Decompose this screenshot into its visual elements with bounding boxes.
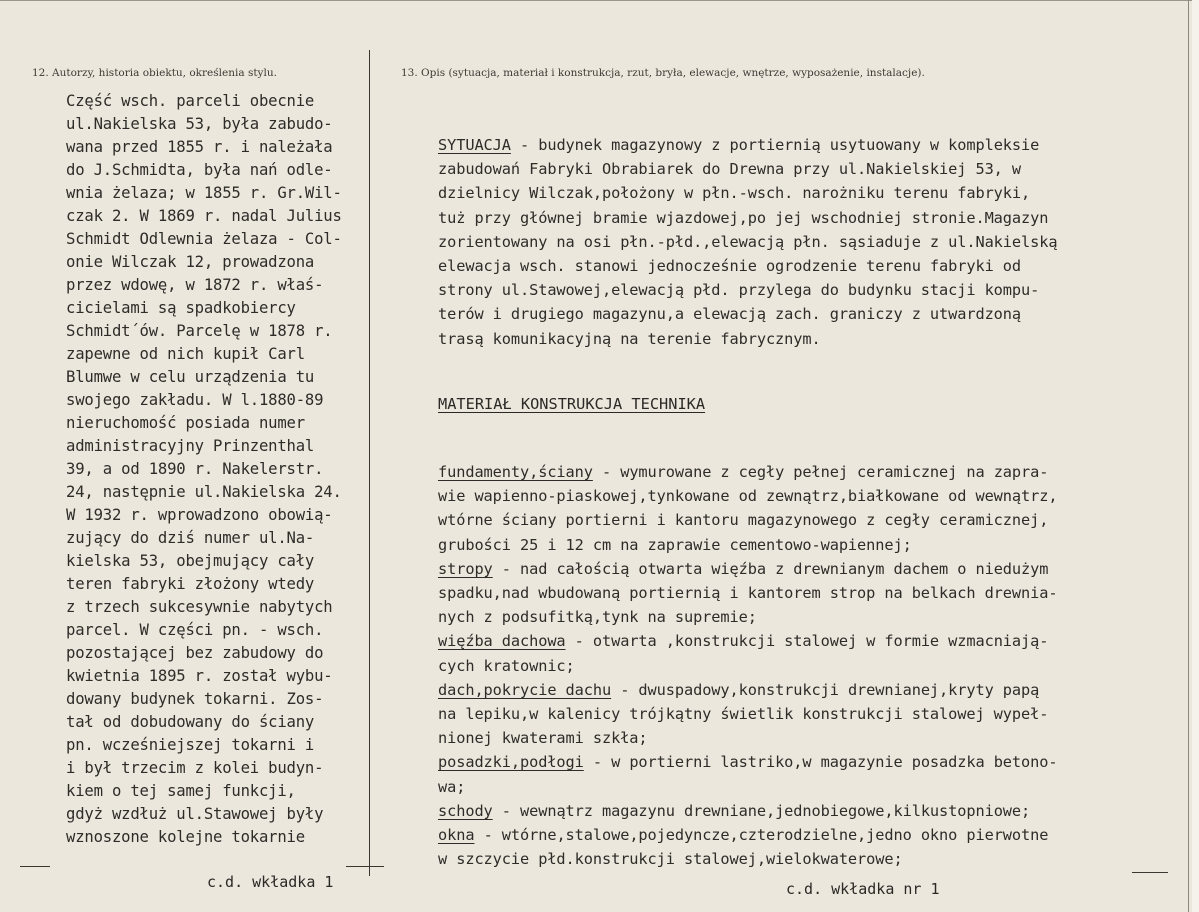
tech-text: - wewnątrz magazynu drewniane,jednobiegowe,kilkustopniowe;: [492, 801, 1031, 820]
section-12-header: 12. Autorzy, historia obiektu, określenia stylu.: [32, 67, 277, 79]
history-line: ul.Nakielska 53, była zabudo-: [66, 115, 333, 133]
history-line: z trzech sukcesywnie nabytych: [66, 598, 333, 616]
history-line: pozostającej bez zabudowy do: [66, 644, 324, 662]
page-edge: [1188, 0, 1189, 912]
history-line: wana przed 1855 r. i należała: [66, 138, 333, 156]
material-construction-heading: MATERIAŁ KONSTRUKCJA TECHNIKA: [438, 395, 706, 413]
tech-line: [438, 557, 1158, 581]
tech-term-windows: okna: [438, 826, 475, 845]
situation-line: zabudowań Fabryki Obrabiarek do Drewna przy ul.Nakielskiej 53, w: [438, 160, 1022, 179]
history-line: W 1932 r. wprowadzono obowią-: [66, 506, 333, 524]
tech-line: spadku,nad wbudowaną portiernią i kantorem strop na belkach drewnia-: [438, 584, 1058, 603]
tech-term-stairs: schody: [438, 801, 493, 820]
history-line: zapewne od nich kupił Carl: [66, 345, 305, 363]
tech-line: [438, 629, 1158, 653]
continuation-note-left: c.d. wkładka 1: [207, 873, 334, 891]
history-line: kielska 53, obejmujący cały: [66, 552, 315, 570]
tech-line: [438, 678, 1158, 702]
tech-line: wie wapienno-piaskowej,tynkowane od zewnątrz,białkowane od wewnątrz,: [438, 487, 1058, 506]
history-line: swojego zakładu. W l.1880-89: [66, 391, 324, 409]
history-line: parcel. W części pn. - wsch.: [66, 621, 324, 639]
situation-paragraph: [438, 133, 1158, 351]
tech-line: [438, 823, 1158, 847]
tech-line: [438, 799, 1158, 823]
tech-line: [438, 460, 1158, 484]
tech-line: wtórne ściany portierni i kantoru magazynowego z cegły ceramicznej,: [438, 511, 1049, 530]
history-line: tał od dobudowany do ściany: [66, 713, 315, 731]
tech-text: - wtórne,stalowe,pojedyncze,czterodzielne,jedno okno pierwotne: [474, 826, 1049, 845]
history-line: pn. wcześniejszej tokarni i: [66, 736, 315, 754]
tech-term-floors: posadzki,podłogi: [438, 753, 584, 772]
tech-term-ceilings: stropy: [438, 559, 493, 578]
page-margin: [1192, 0, 1199, 912]
tech-text: - wymurowane z cegły pełnej ceramicznej na zapra-: [592, 463, 1049, 481]
tech-line: [438, 750, 1158, 774]
tech-line: grubości 25 i 12 cm na zaprawie cementowo-wapiennej;: [438, 535, 912, 554]
continuation-note-right: c.d. wkładka nr 1: [786, 880, 940, 898]
situation-line: strony ul.Stawowej,elewacją płd. przylega do budynku stacji kompu-: [438, 281, 1040, 300]
history-line: 24, następnie ul.Nakielska 24.: [66, 483, 342, 501]
tech-line: nionej kwaterami szkła;: [438, 729, 648, 748]
situation-line: dzielnicy Wilczak,położony w płn.-wsch. narożniku terenu fabryki,: [438, 184, 1031, 203]
tech-line: w szczycie płd.konstrukcji stalowej,wielokwaterowe;: [438, 850, 903, 869]
history-line: kiem o tej samej funkcji,: [66, 782, 296, 800]
history-line: zujący do dziś numer ul.Na-: [66, 529, 315, 547]
history-line: gdyż wzdłuż ul.Stawowej były: [66, 805, 324, 823]
history-line: Schmidt´ów. Parcelę w 1878 r.: [66, 322, 333, 340]
situation-line: tuż przy głównej bramie wjazdowej,po jej wschodniej stronie.Magazyn: [438, 208, 1049, 227]
history-line: do J.Schmidta, była nań odle-: [66, 161, 333, 179]
history-line: Część wsch. parceli obecnie: [66, 92, 315, 110]
history-line: 39, a od 1890 r. Nakelerstr.: [66, 460, 324, 478]
situation-first-line: [438, 133, 1158, 157]
history-line: czak 2. W 1869 r. nadal Julius: [66, 207, 342, 225]
column-divider: [369, 50, 370, 876]
tech-text: - dwuspadowy,konstrukcji drewnianej,kryty papą: [611, 680, 1040, 699]
top-border: [0, 0, 1199, 1]
situation-line: zorientowany na osi płn.-płd.,elewacją płn. sąsiaduje z ul.Nakielską: [438, 232, 1058, 251]
history-line: dowany budynek tokarni. Zos-: [66, 690, 324, 708]
situation-first-line-rest: - budynek magazynowy z portiernią usytuowany w kompleksie: [510, 136, 1040, 154]
tech-line: wa;: [438, 777, 466, 796]
situation-line: terów i drugiego magazynu,a elewacją zach. graniczy z utwardzoną: [438, 305, 1022, 324]
history-line: kwietnia 1895 r. został wybu-: [66, 667, 333, 685]
history-line: cicielami są spadkobiercy: [66, 299, 296, 317]
section-13-header: 13. Opis (sytuacja, materiał i konstrukcja, rzut, bryła, elewacje, wnętrze, wyposażenie, instalacje).: [401, 67, 925, 79]
tech-term-foundations: fundamenty,ściany: [438, 463, 593, 481]
tech-text: - nad całością otwarta więźba z drewnianym dachem o niedużym: [492, 559, 1049, 578]
history-line: wnia żelaza; w 1855 r. Gr.Wil-: [66, 184, 342, 202]
tech-line: nych z podsufitką,tynk na supremie;: [438, 608, 757, 627]
tech-text: - otwarta ,konstrukcji stalowej w formie wzmacniają-: [565, 632, 1049, 651]
history-text: [66, 90, 366, 849]
history-line: Blumwe w celu urządzenia tu: [66, 368, 315, 386]
history-line: teren fabryki złożony wtedy: [66, 575, 315, 593]
situation-line: trasą komunikacyjną na terenie fabrycznym.: [438, 329, 821, 348]
corner-mark-middle: [346, 866, 384, 867]
history-line: onie Wilczak 12, prowadzona: [66, 253, 315, 271]
situation-line: elewacja wsch. stanowi jednocześnie ogrodzenie terenu fabryki od: [438, 257, 1022, 276]
situation-term: SYTUACJA: [438, 136, 511, 154]
history-line: nieruchomość posiada numer: [66, 414, 305, 432]
tech-line: cych kratownic;: [438, 656, 575, 675]
tech-line: na lepiku,w kalenicy trójkątny świetlik konstrukcji stalowej wypeł-: [438, 705, 1049, 724]
tech-term-roof: dach,pokrycie dachu: [438, 680, 612, 699]
history-line: administracyjny Prinzenthal: [66, 437, 315, 455]
history-line: przez wdowę, w 1872 r. właś-: [66, 276, 324, 294]
history-line: i był trzecim z kolei budyn-: [66, 759, 324, 777]
material-paragraph: [438, 460, 1158, 871]
corner-mark-left: [20, 866, 50, 867]
corner-mark-right: [1132, 872, 1168, 873]
history-line: wznoszone kolejne tokarnie: [66, 828, 305, 846]
tech-text: - w portierni lastriko,w magazynie posadzka betono-: [583, 753, 1058, 772]
tech-term-roof-truss: więźba dachowa: [438, 632, 566, 651]
history-line: Schmidt Odlewnia żelaza - Col-: [66, 230, 342, 248]
